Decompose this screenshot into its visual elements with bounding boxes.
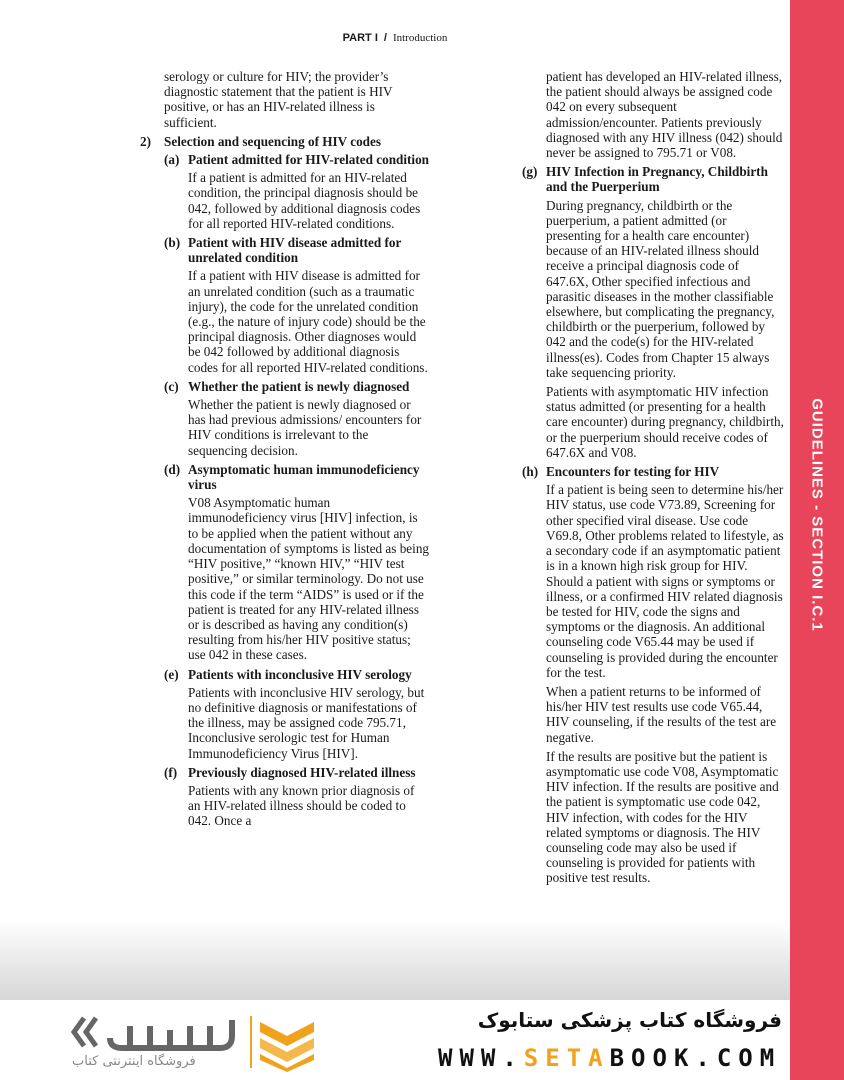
item-b-body: If a patient with HIV disease is admitted for an unrelated condition (such as a traumatic injury), the code for the unrelated condition (e.g., the nature of injury code) should be the principal diagnosis. Other diagnoses would be 042 followed by additional diagnosis codes for all reported HIV-related conditions. xyxy=(188,268,428,375)
url-accent: SETA xyxy=(523,1044,610,1072)
item-b-label: (b) xyxy=(164,235,181,251)
item-f-heading xyxy=(140,765,430,780)
item-h-heading xyxy=(522,464,784,479)
side-tab-label: GUIDELINES - SECTION I.C.1 xyxy=(808,398,826,632)
item-e-title: Patients with inconclusive HIV serology xyxy=(188,666,412,682)
item-f-title: Previously diagnosed HIV-related illness xyxy=(188,764,416,780)
item-c-body: Whether the patient is newly diagnosed or has had previous admissions/ encounters for HIV conditions is irrelevant to the sequencing decision. xyxy=(188,397,422,458)
item-e-body: Patients with inconclusive HIV serology, but no definitive diagnosis or manifestations of the illness, may be assigned code 795.71, Inconclusive serologic test for Human Immunodeficiency Virus [HIV]. xyxy=(188,684,425,761)
logo-subtitle: فروشگاه اینترنتی کتاب xyxy=(72,1054,196,1069)
book-chevrons-icon xyxy=(256,1014,318,1072)
item-g-heading xyxy=(522,164,784,194)
item-h-body-1: If a patient is being seen to determine his/her HIV status, use code V73.89, Screening for other specified viral disease. Use code V69.8, Other problems related to lifestyle, as a secondary code if an asymptomatic patient is in a known high risk group for HIV. Should a patient with signs or symptoms or illness, or a confirmed HIV related diagnosis be tested for HIV, code the signs and symptoms or the diagnosis. An additional counseling code V65.44 may be used if counseling is provided during the encounter for the test. xyxy=(546,482,784,680)
item-d-title: Asymptomatic human immunodeficiency virus xyxy=(188,461,420,493)
left-column xyxy=(140,69,430,833)
item-d-body: V08 Asymptomatic human immunodeficiency virus [HIV] infection, is to be applied when the patient without any documentation of symptoms is listed as being “HIV positive,” “known HIV,” “HIV test positive,” or similar terminology. Do not use this code if the term “AIDS” is used or if the patient is treated for any HIV-related illness or is described as having any condition(s) resulting from his/her HIV positive status; use 042 in these cases. xyxy=(188,495,430,663)
item-a-label: (a) xyxy=(164,152,180,168)
item-f-body: Patients with any known prior diagnosis of an HIV-related illness should be coded to 042. Once a xyxy=(188,782,415,829)
item-d-heading xyxy=(140,462,430,492)
section-2-heading xyxy=(140,134,430,149)
bottom-fade-overlay xyxy=(0,920,790,1000)
item-b-title: Patient with HIV disease admitted for unrelated condition xyxy=(188,235,402,266)
item-f-label: (f) xyxy=(164,764,178,780)
url-prefix: WWW. xyxy=(438,1044,524,1072)
store-url xyxy=(438,1044,781,1072)
item-h-label: (h) xyxy=(522,464,539,480)
header-section: Introduction xyxy=(392,32,448,44)
item-g-body-2: Patients with asymptomatic HIV infection status admitted (or presenting for a health care encounter) during pregnancy, childbirth, or the puerperium should receive codes of 647.6X and V08. xyxy=(546,384,784,460)
logo-divider xyxy=(250,1016,252,1068)
item-e-heading xyxy=(140,667,430,682)
item-g-title: HIV Infection in Pregnancy, Childbirth and the Puerperium xyxy=(546,164,768,195)
item-b-heading xyxy=(140,235,430,265)
item-h-body-3: If the results are positive but the patient is asymptomatic use code V08, Asymptomatic HIV infection. If the results are positive and the patient is symptomatic use code 042, HIV infection, with codes for the HIV related symptoms or diagnosis. The HIV counseling code may also be used if counseling is provided for patients with positive test results. xyxy=(546,748,779,886)
running-header xyxy=(0,32,790,44)
item-c-title: Whether the patient is newly diagnosed xyxy=(188,378,410,394)
right-column xyxy=(522,69,784,890)
watermark-footer xyxy=(0,1000,790,1080)
setabook-logo xyxy=(70,1012,320,1074)
section-2-number: 2) xyxy=(140,133,151,149)
item-c-label: (c) xyxy=(164,378,179,394)
item-g-label: (g) xyxy=(522,164,538,180)
store-name: فروشگاه کتاب پزشکی ستابوک xyxy=(477,1008,782,1032)
header-slash: / xyxy=(383,32,387,44)
item-h-body-2: When a patient returns to be informed of his/her HIV test results use code V65.44, HIV counseling, if the results of the test are negative. xyxy=(546,683,777,745)
item-a-title: Patient admitted for HIV-related condition xyxy=(188,152,430,168)
item-a-heading xyxy=(140,152,430,167)
item-a-body: If a patient is admitted for an HIV-related condition, the principal diagnosis should be 042, followed by additional diagnosis codes for all reported HIV-related conditions. xyxy=(188,170,421,231)
setabook-logo-wordmark-icon xyxy=(70,1012,245,1052)
item-h-title: Encounters for testing for HIV xyxy=(546,464,720,480)
item-f-continued: patient has developed an HIV-related illness, the patient should always be assigned code 042 on every subsequent admission/encounter. Patients previously diagnosed with any HIV illness (042) should never be assigned to 795.71 or V08. xyxy=(546,69,783,161)
intro-paragraph: serology or culture for HIV; the provider’s diagnostic statement that the patient is HIV positive, or has an HIV-related illness is sufficient. xyxy=(164,69,393,130)
item-e-label: (e) xyxy=(164,666,179,682)
item-d-label: (d) xyxy=(164,461,181,477)
item-g-body-1: During pregnancy, childbirth or the puerperium, a patient admitted (or presenting for a health care encounter) because of an HIV-related illness should receive a principal diagnosis code of 647.6X, Other specified infectious and parasitic diseases in the mother classifiable elsewhere, but complicating the pregnancy, childbirth or the puerperium, followed by 042 and the code(s) for the HIV-related illness(es). Codes from Chapter 15 always take sequencing priority. xyxy=(546,197,775,380)
url-suffix: BOOK.COM xyxy=(609,1044,782,1072)
section-2-title: Selection and sequencing of HIV codes xyxy=(164,133,382,149)
header-part: PART I xyxy=(342,32,378,44)
item-c-heading xyxy=(140,379,430,394)
